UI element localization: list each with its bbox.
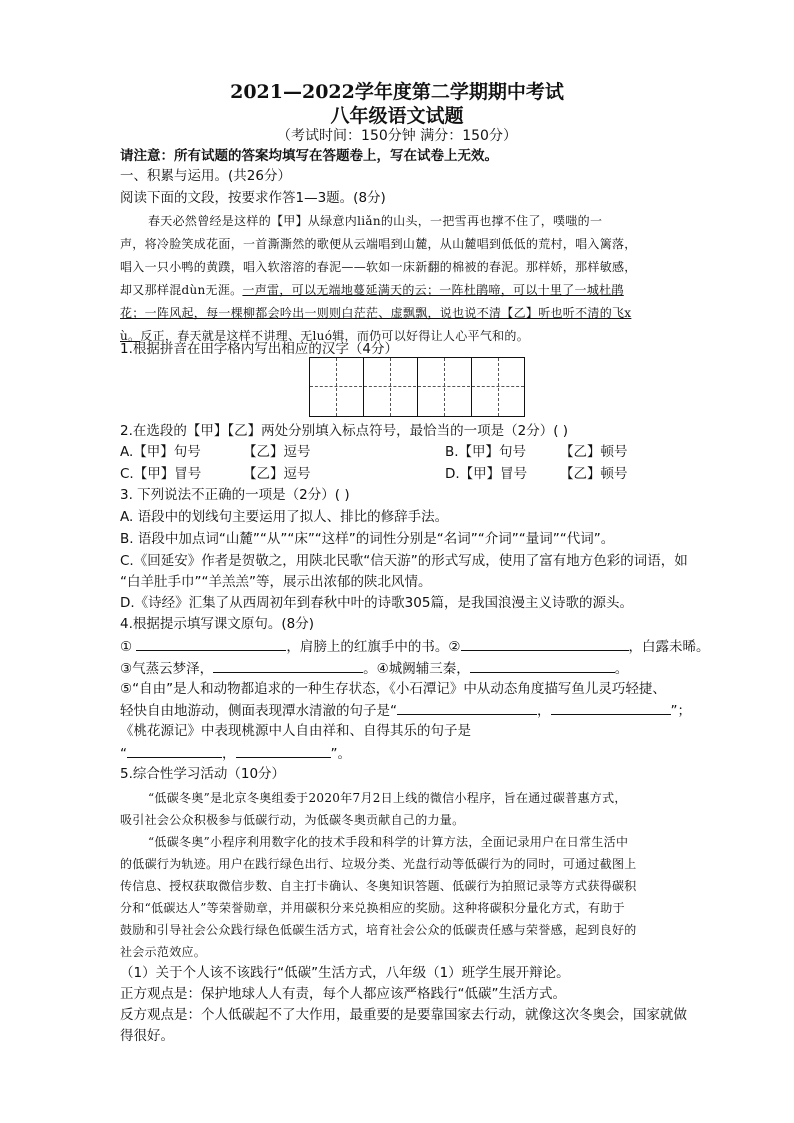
option-d: D.【甲】冒号 bbox=[445, 466, 528, 482]
question-1: 1.根据拼音在田字格内写出相应的汉字（4分） bbox=[120, 341, 398, 357]
option-c-cont: “白羊肚手巾”“羊羔羔”等，展示出浓郁的陕北风情。 bbox=[120, 574, 432, 590]
fill-text: “ bbox=[120, 746, 127, 762]
answer-blank[interactable] bbox=[551, 700, 671, 715]
tianzige-cell[interactable] bbox=[364, 358, 418, 416]
passage-line: 唱入一只小鸭的黄蹼，唱入软溶溶的春泥——软如一床新翻的棉被的春泥。那样娇，那样敏感， bbox=[120, 260, 637, 274]
exam-info: （考试时间：150分钟 满分：150分） bbox=[277, 128, 517, 144]
option-c: C.《回延安》作者是贺敬之，用陕北民歌“信天游”的形式写成，使用了富有地方色彩的词语，如 bbox=[120, 553, 688, 569]
fill-line-5: 《桃花源记》中表现桃源中人自由祥和、自得其乐的句子是 bbox=[120, 723, 471, 739]
fill-text: ”； bbox=[670, 703, 691, 719]
question-3: 3. 下列说法不正确的一项是（2分）( ) bbox=[120, 487, 350, 503]
fill-text: ，肩膀上的红旗手中的书。② bbox=[286, 639, 461, 655]
article-line: 的低碳行为轨迹。用户在践行绿色出行、垃圾分类、光盘行动等低碳行为的同时，可通过截图上 bbox=[120, 857, 637, 871]
fill-text: ① bbox=[120, 639, 133, 655]
answer-blank[interactable] bbox=[236, 743, 331, 758]
article-line: “低碳冬奥”小程序利用数字化的技术手段和科学的计算方法，全面记录用户在日常生活中 bbox=[148, 835, 629, 849]
passage-line bbox=[120, 280, 624, 300]
fill-text: ，白露未晞。 bbox=[628, 639, 710, 655]
answer-blank[interactable] bbox=[136, 636, 286, 651]
section-heading: 一、积累与运用。(共26分） bbox=[120, 168, 291, 184]
fill-line-2 bbox=[120, 658, 628, 679]
pro-viewpoint: 正方观点是：保护地球人人有责，每个人都应该严格践行“低碳”生活方式。 bbox=[120, 986, 566, 1002]
con-viewpoint: 反方观点是：个人低碳起不了大作用，最重要的是要靠国家去行动，就像这次冬奥会，国家就做 bbox=[120, 1007, 687, 1023]
passage-line: 春天必然曾经是这样的【甲】从绿意内liǎn的山头，一把雪再也撑不住了，噗嗤的一 bbox=[148, 214, 603, 228]
tianzige-cell[interactable] bbox=[418, 358, 472, 416]
article-line: 社会示范效应。 bbox=[120, 945, 207, 959]
question-4: 4.根据提示填写课文原句。(8分) bbox=[120, 616, 315, 632]
fill-line-4 bbox=[120, 700, 691, 721]
answer-blank[interactable] bbox=[461, 636, 629, 651]
article-line: 吸引社会公众积极参与低碳行动，为低碳冬奥贡献自己的力量。 bbox=[120, 813, 465, 827]
fill-text: ， bbox=[537, 703, 551, 719]
passage-text: 却又那样混dùn无涯。 bbox=[120, 283, 243, 297]
passage-text: 反正，春天就是这样不讲理、无luó辑，而仍可以好得让人心平气和的。 bbox=[140, 329, 530, 343]
article-line: 传信息、授权获取微信步数、自主打卡确认、冬奥知识答题、低碳行为拍照记录等方式获得碳积 bbox=[120, 879, 637, 893]
passage-line: 声，将冷脸笑成花面，一首澌澌然的歌便从云端唱到山麓，从山麓唱到低低的荒村，唱入篱落， bbox=[120, 237, 637, 251]
option-d-part2: 【乙】顿号 bbox=[560, 466, 628, 482]
answer-blank[interactable] bbox=[127, 743, 222, 758]
answer-blank[interactable] bbox=[470, 658, 615, 673]
option-c: C.【甲】冒号 bbox=[120, 466, 202, 482]
article-line: 鼓励和引导社会公众践行绿色低碳生活方式，培育社会公众的低碳责任感与荣誉感，起到良好的 bbox=[120, 923, 637, 937]
fill-text: 。 bbox=[614, 661, 629, 677]
reading-intro: 阅读下面的文段，按要求作答1—3题。(8分) bbox=[120, 190, 386, 206]
option-a: A. 语段中的划线句主要运用了拟人、排比的修辞手法。 bbox=[120, 509, 449, 525]
con-viewpoint-cont: 得很好。 bbox=[120, 1028, 174, 1044]
question-2: 2.在选段的【甲】【乙】两处分别填入标点符号，最恰当的一项是（2分）( ) bbox=[120, 423, 569, 439]
fill-line-1 bbox=[120, 636, 710, 657]
option-b: B.【甲】句号 bbox=[445, 444, 527, 460]
answer-blank[interactable] bbox=[397, 700, 537, 715]
article-line: 分和“低碳达人”等荣誉勋章，并用碳积分来兑换相应的奖励。这种将碳积分量化方式，有助于 bbox=[120, 901, 625, 915]
fill-text: ③气蒸云梦泽， bbox=[120, 661, 214, 677]
option-b: B. 语段中加点词“山麓”“从”“床”“这样”的词性分别是“名词”“介词”“量词”“代词”。 bbox=[120, 531, 615, 547]
option-c-part2: 【乙】逗号 bbox=[243, 466, 311, 482]
tianzige-grid bbox=[309, 357, 525, 417]
fill-text: 轻快自由地游动，侧面表现潭水清澈的句子是“ bbox=[120, 703, 397, 719]
option-a-part2: 【乙】逗号 bbox=[243, 444, 311, 460]
question-5: 5.综合性学习活动（10分） bbox=[120, 766, 286, 782]
exam-title: 2021—2022学年度第二学期期中考试 bbox=[230, 81, 564, 103]
underlined-sentence: ù。 bbox=[120, 329, 141, 343]
sub-question-1: （1）关于个人该不该践行“低碳”生活方式，八年级（1）班学生展开辩论。 bbox=[120, 965, 570, 981]
option-b-part2: 【乙】顿号 bbox=[560, 444, 628, 460]
fill-line-6 bbox=[120, 743, 351, 764]
fill-text: 。④城阙辅三秦， bbox=[363, 661, 470, 677]
underlined-sentence: 花；一阵风起，每一棵柳都会吟出一则则白茫茫、虚飘飘，说也说不清【乙】听也听不清的飞x bbox=[120, 306, 632, 320]
answer-blank[interactable] bbox=[213, 658, 363, 673]
tianzige-cell[interactable] bbox=[472, 358, 526, 416]
fill-text: ， bbox=[222, 746, 236, 762]
article-line: “低碳冬奥”是北京冬奥组委于2020年7月2日上线的微信小程序，旨在通过碳普惠方式， bbox=[148, 791, 627, 805]
tianzige-cell[interactable] bbox=[310, 358, 364, 416]
underlined-sentence: 一声雷，可以无端地蔓延满天的云；一阵杜鹃啼，可以十里了一城杜鹃 bbox=[242, 283, 624, 297]
option-d: D.《诗经》汇集了从西周初年到春秋中叶的诗歌305篇，是我国浪漫主义诗歌的源头。 bbox=[120, 595, 633, 611]
fill-text: ”。 bbox=[330, 746, 351, 762]
option-a: A.【甲】句号 bbox=[120, 444, 201, 460]
exam-subtitle: 八年级语文试题 bbox=[330, 105, 464, 127]
notice: 请注意：所有试题的答案均填写在答题卷上，写在试卷上无效。 bbox=[120, 148, 498, 164]
fill-line-3: ⑤“自由”是人和动物都追求的一种生存状态，《小石潭记》中从动态角度描写鱼儿灵巧轻捷、 bbox=[120, 681, 666, 697]
